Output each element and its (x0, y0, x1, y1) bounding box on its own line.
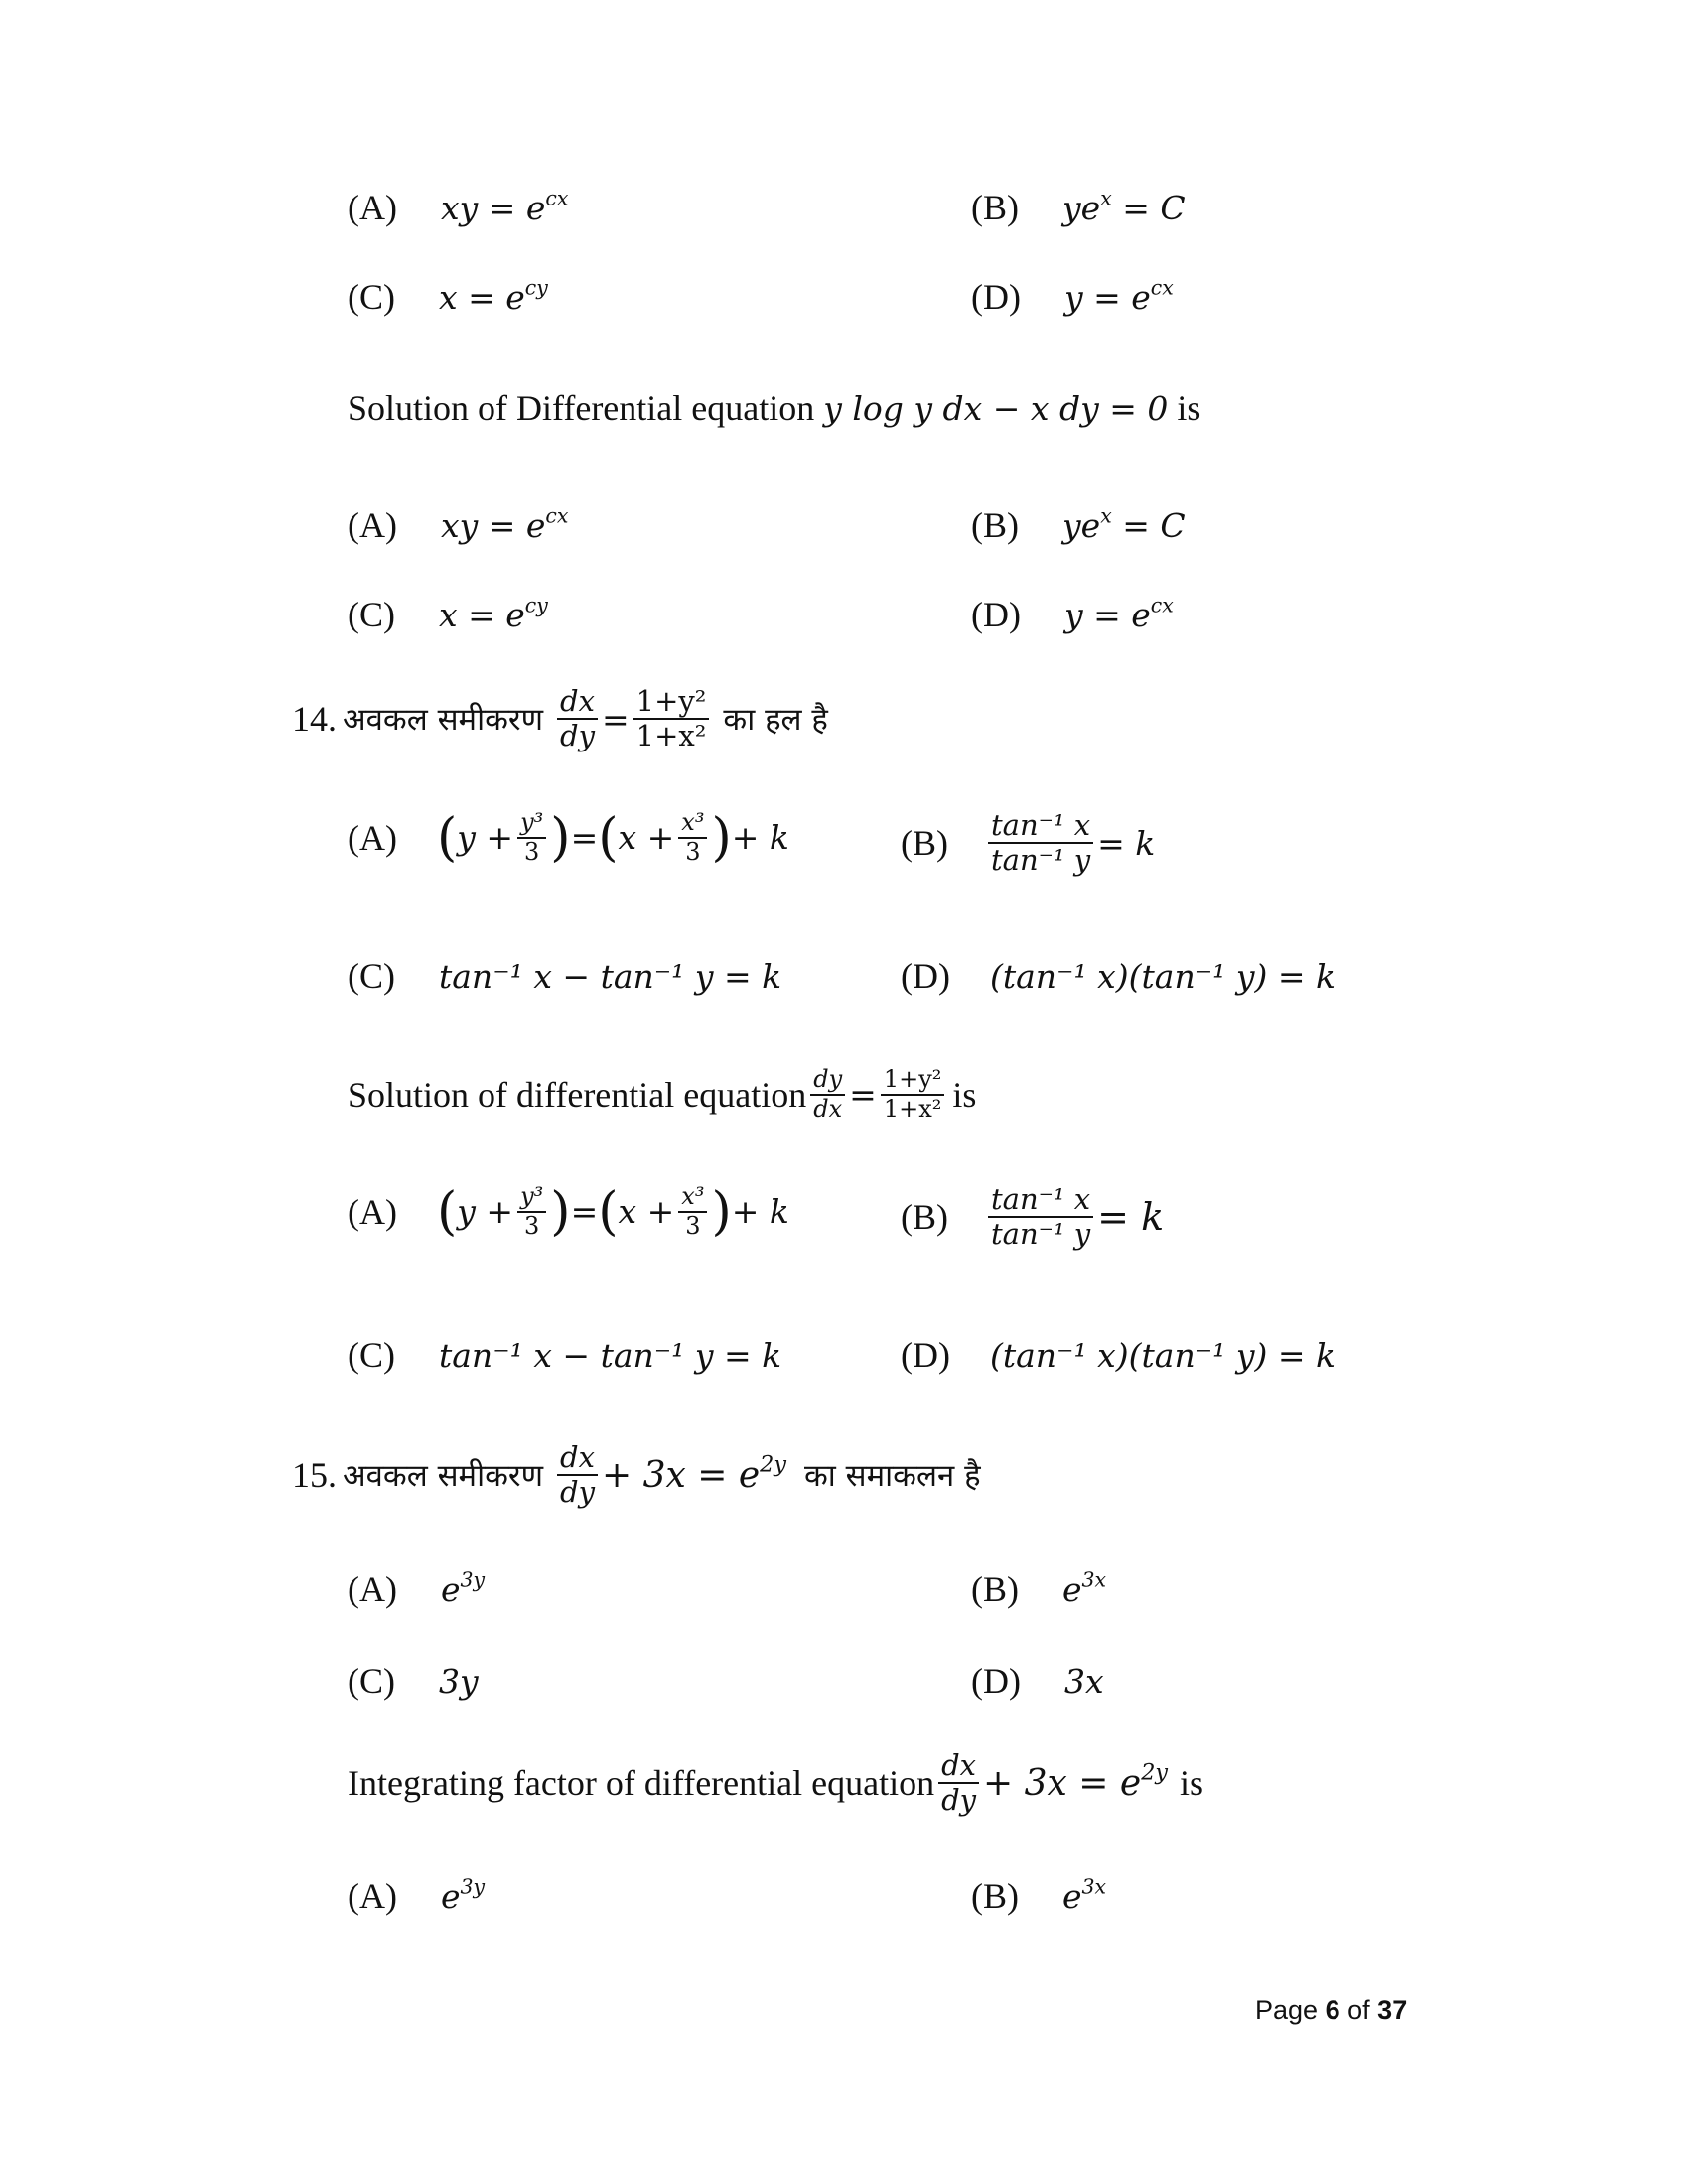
option-math: (tan⁻¹ x)(tan⁻¹ y) = k (989, 957, 1336, 996)
option-label: (B) (971, 188, 1019, 227)
option-math: $e^{3y}$ (440, 1874, 486, 1916)
option-a (348, 809, 789, 866)
fraction: $\frac{dx}{dy}$ (938, 1749, 979, 1818)
option-math: $e^{3y}$ (440, 1568, 486, 1609)
option-b (971, 1875, 1106, 1917)
option-d (901, 955, 1336, 997)
q15-stem: 15. अवकल समीकरण $\frac{dx}{dy}$ + $3x = e^{2y}$ का समाकलन है (292, 1440, 981, 1510)
option-label: (D) (901, 956, 950, 996)
option-b (971, 504, 1186, 546)
option-label: (D) (901, 1335, 950, 1375)
option-math: tan⁻¹ x − tan⁻¹ y = k (439, 1336, 782, 1375)
option-a (348, 1183, 789, 1240)
option-label: (A) (348, 505, 397, 545)
fraction: $\frac{\text{1+y²}}{\text{1+x²}}$ (633, 685, 710, 753)
option-b (901, 1183, 1164, 1252)
option-label: (A) (348, 1191, 397, 1232)
option-d (971, 594, 1174, 635)
option-b (971, 1569, 1106, 1610)
option-math: tan⁻¹ x − tan⁻¹ y = k (439, 957, 782, 996)
option-c (348, 276, 548, 318)
fraction: $\frac{dx}{dy}$ (557, 685, 598, 753)
option-math: (tan⁻¹ x)(tan⁻¹ y) = k (989, 1336, 1336, 1375)
option-a (348, 1569, 485, 1610)
fraction: $\frac{dy}{dx}$ (810, 1066, 845, 1123)
option-math: $e^{3x}$ (1062, 1874, 1107, 1916)
option-d (901, 1334, 1336, 1376)
option-d (971, 276, 1174, 318)
option-label: (B) (971, 1570, 1019, 1609)
option-label: (C) (348, 956, 395, 996)
option-math: $ye^x = C$ (1062, 186, 1186, 227)
option-c (348, 594, 548, 635)
option-math: ( y + $\frac{\text{y³}}{3}$ ) = ( x + $\frac{\text{x³}}{3}$ ) + k (436, 807, 789, 868)
option-math: $\frac{\text{tan⁻¹ x}}{\text{tan⁻¹ y}}$ = k (984, 1183, 1164, 1252)
fraction: $\frac{dx}{dy}$ (557, 1441, 598, 1510)
option-b (901, 809, 1155, 878)
option-math: xy = $e^{cx}$ (440, 503, 569, 545)
option-math: ( y + $\frac{\text{y³}}{3}$ ) = ( x + $\frac{\text{x³}}{3}$ ) + k (436, 1181, 789, 1242)
option-math: $ye^x = C$ (1062, 503, 1186, 545)
option-math: $x = e^{cy}$ (439, 593, 548, 634)
option-label: (D) (971, 1661, 1021, 1701)
q14-stem: 14. अवकल समीकरण $\frac{dx}{dy}$ = $\frac{\text{1+y²}}{\text{1+x²}}$ का हल है (292, 684, 828, 753)
option-d (971, 1660, 1104, 1702)
q14-english-stem: Solution of differential equation $\frac{dy}{dx}$ = $\frac{\text{1+y²}}{\text{1+x²}}$ is (348, 1065, 977, 1123)
option-label: (B) (901, 823, 948, 864)
option-label: (D) (971, 277, 1021, 317)
option-math: $e^{3x}$ (1062, 1568, 1107, 1609)
option-label: (A) (348, 817, 397, 858)
option-label: (C) (348, 1661, 395, 1701)
option-a (348, 504, 568, 546)
option-label: (A) (348, 1876, 397, 1916)
option-label: (D) (971, 595, 1021, 634)
option-c (348, 1660, 479, 1702)
option-label: (A) (348, 1570, 397, 1609)
option-math: $\frac{\text{tan⁻¹ x}}{\text{tan⁻¹ y}}$ = k (984, 809, 1155, 878)
option-math: $x = e^{cy}$ (439, 275, 548, 317)
option-math: $y = e^{cx}$ (1063, 275, 1174, 317)
page-number: Page 6 of 37 (1255, 1995, 1408, 2025)
option-a (348, 1875, 485, 1917)
option-label: (C) (348, 1335, 395, 1375)
fraction: $\frac{\text{1+y²}}{\text{1+x²}}$ (881, 1066, 945, 1123)
option-b (971, 187, 1186, 228)
option-a (348, 187, 568, 228)
option-math: 3x (1063, 1662, 1104, 1701)
option-label: (B) (971, 1876, 1019, 1916)
option-label: (B) (971, 505, 1019, 545)
option-label: (B) (901, 1197, 948, 1238)
option-label: (C) (348, 277, 395, 317)
q13-english-stem: Solution of Differential equation y log y dx − x dy = 0 is (348, 388, 1201, 428)
q15-english-stem: Integrating factor of differential equation $\frac{dx}{dy}$ + $3x = e^{2y}$ is (348, 1748, 1204, 1818)
option-c (348, 1334, 781, 1376)
option-label: (C) (348, 595, 395, 634)
option-math: xy = $e^{cx}$ (440, 186, 569, 227)
option-math: 3y (439, 1662, 479, 1701)
option-label: (A) (348, 188, 397, 227)
option-math: $y = e^{cx}$ (1063, 593, 1174, 634)
question-number: 15. (292, 1455, 337, 1496)
question-number: 14. (292, 699, 337, 740)
option-c (348, 955, 781, 997)
